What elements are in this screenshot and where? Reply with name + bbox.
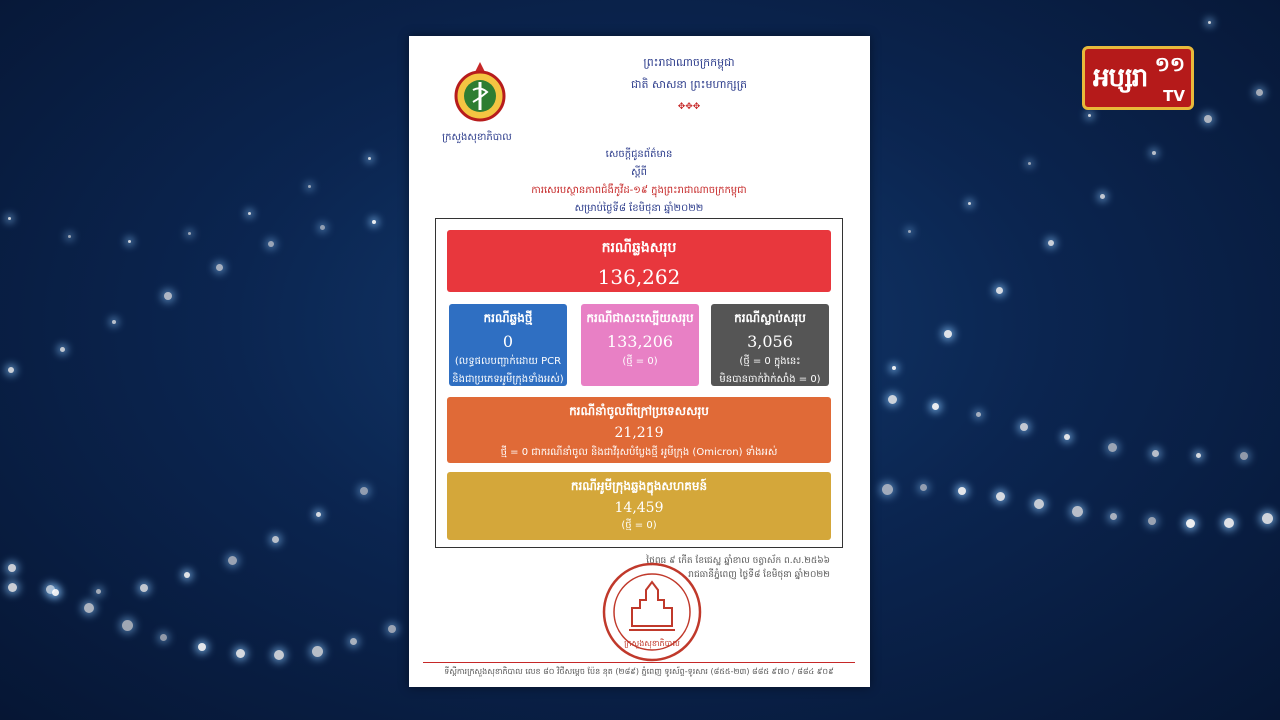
deaths-note-1: (ថ្មី = 0 ក្នុងនេះ bbox=[739, 356, 801, 367]
community-cases-value: 14,459 bbox=[614, 500, 664, 516]
recovered-value: 133,206 bbox=[606, 332, 674, 351]
channel-suffix: TV bbox=[1163, 87, 1185, 105]
bokeh-dot bbox=[976, 412, 981, 417]
bokeh-dot bbox=[8, 217, 11, 220]
bokeh-dot bbox=[1224, 518, 1234, 528]
bokeh-dot bbox=[1064, 434, 1070, 440]
recovered-note: (ថ្មី = 0) bbox=[622, 356, 658, 367]
new-cases-note-1: (លទ្ធផលបញ្ជាក់ដោយ PCR bbox=[454, 356, 562, 367]
new-cases-note-2: និងជាប្រភេទអូមីក្រុងទាំងអស់) bbox=[452, 374, 564, 385]
bokeh-dot bbox=[228, 556, 237, 565]
bokeh-dot bbox=[160, 634, 167, 641]
document-heading bbox=[469, 146, 809, 218]
bokeh-dot bbox=[1100, 194, 1105, 199]
bokeh-dot bbox=[1256, 89, 1263, 96]
bokeh-dot bbox=[944, 330, 952, 338]
bokeh-dot bbox=[908, 230, 911, 233]
bokeh-dot bbox=[388, 625, 396, 633]
new-cases-box bbox=[449, 304, 567, 386]
seal-label: ក្រសួងសុខាភិបាល bbox=[624, 639, 680, 648]
deaths-value: 3,056 bbox=[747, 332, 793, 351]
bokeh-dot bbox=[140, 584, 148, 592]
bokeh-dot bbox=[1152, 450, 1159, 457]
total-cases-label: ករណីឆ្លងសរុប bbox=[601, 240, 677, 256]
bokeh-dot bbox=[968, 202, 971, 205]
bokeh-dot bbox=[1204, 115, 1212, 123]
bokeh-dot bbox=[248, 212, 251, 215]
document-footer: ទីស្ដីការក្រសួងសុខាភិបាល លេខ ៨០ វិថីសម្ដេច ប៉ែន នុត (២៨៩) ភ្នំពេញ ទូរស័ព្ទ-ទូរសារ (៨៥៥-២៣) ៨៨៥ ៩៧០ / ៨៨៤ ៩០៩ bbox=[423, 662, 855, 678]
bokeh-dot bbox=[128, 240, 131, 243]
bokeh-dot bbox=[932, 403, 939, 410]
bokeh-dot bbox=[1020, 423, 1028, 431]
ministry-emblem-icon bbox=[451, 60, 509, 122]
imported-cases-value: 21,219 bbox=[614, 425, 664, 441]
bokeh-dot bbox=[1152, 151, 1156, 155]
bokeh-dot bbox=[958, 487, 966, 495]
bokeh-dot bbox=[60, 347, 65, 352]
bokeh-dot bbox=[68, 235, 71, 238]
bokeh-dot bbox=[236, 649, 245, 658]
community-cases-label: ករណីអូមីក្រុងឆ្លងក្នុងសហគមន៍ bbox=[570, 479, 708, 493]
kingdom-header bbox=[539, 52, 839, 118]
press-release-document bbox=[409, 36, 870, 687]
bokeh-dot bbox=[184, 572, 190, 578]
bokeh-dot bbox=[1208, 21, 1211, 24]
heading-date: សម្រាប់ថ្ងៃទី៨ ខែមិថុនា ឆ្នាំ២០២២ bbox=[574, 203, 704, 214]
bokeh-dot bbox=[188, 232, 191, 235]
bokeh-dot bbox=[1240, 452, 1248, 460]
bokeh-dot bbox=[360, 487, 368, 495]
bokeh-dot bbox=[1148, 517, 1156, 525]
bokeh-dot bbox=[8, 583, 17, 592]
bokeh-dot bbox=[1262, 513, 1273, 524]
bokeh-dot bbox=[122, 620, 133, 631]
bokeh-dot bbox=[372, 220, 376, 224]
imported-cases-note: ថ្មី = 0 ជាករណីនាំចូល និងជាវីរុសបំប្លែងថ្មី អូមីក្រុង (Omicron) ទាំងអស់ bbox=[500, 447, 778, 458]
total-cases-box bbox=[447, 230, 831, 292]
imported-cases-label: ករណីនាំចូលពីក្រៅប្រទេសសរុប bbox=[569, 404, 709, 418]
bokeh-dot bbox=[1028, 162, 1031, 165]
bokeh-dot bbox=[52, 589, 59, 596]
bokeh-dot bbox=[274, 650, 284, 660]
channel-logo bbox=[1082, 46, 1194, 110]
bokeh-dot bbox=[920, 484, 927, 491]
bokeh-dot bbox=[996, 287, 1003, 294]
bokeh-dot bbox=[350, 638, 357, 645]
official-seal-icon bbox=[599, 560, 705, 664]
new-cases-label: ករណីឆ្លងថ្មី bbox=[483, 311, 533, 325]
solar-date: រាជធានីភ្នំពេញ ថ្ងៃទី៨ ខែមិថុនា ឆ្នាំ២០២២ bbox=[688, 570, 830, 580]
bokeh-dot bbox=[96, 589, 101, 594]
deaths-label: ករណីស្លាប់សរុប bbox=[734, 311, 806, 325]
bokeh-dot bbox=[882, 484, 893, 495]
deaths-note-2: មិនបានចាក់វ៉ាក់សាំង = 0) bbox=[719, 374, 821, 385]
bokeh-dot bbox=[198, 643, 206, 651]
channel-brand: អប្សរា bbox=[1093, 63, 1148, 93]
bokeh-dot bbox=[996, 492, 1005, 501]
bokeh-dot bbox=[1034, 499, 1044, 509]
bokeh-dot bbox=[1048, 240, 1054, 246]
bokeh-dot bbox=[1072, 506, 1083, 517]
recovered-label: ករណីជាសះស្បើយសរុប bbox=[586, 311, 694, 325]
bokeh-dot bbox=[268, 241, 274, 247]
heading-subject: ស្ដីពី bbox=[631, 167, 647, 178]
bokeh-dot bbox=[1110, 513, 1117, 520]
bokeh-dot bbox=[888, 395, 897, 404]
bokeh-dot bbox=[368, 157, 371, 160]
kingdom-ornament: ✥✥✥ bbox=[677, 102, 701, 112]
total-cases-value: 136,262 bbox=[597, 265, 681, 289]
bokeh-dot bbox=[316, 512, 321, 517]
bokeh-dot bbox=[272, 536, 279, 543]
bokeh-dot bbox=[8, 367, 14, 373]
ministry-label: ក្រសួងសុខាភិបាល bbox=[442, 132, 512, 143]
bokeh-dot bbox=[312, 646, 323, 657]
bokeh-dot bbox=[1088, 114, 1091, 117]
bokeh-dot bbox=[8, 564, 16, 572]
bokeh-dot bbox=[112, 320, 116, 324]
channel-number: ១១ bbox=[1154, 52, 1185, 76]
bokeh-dot bbox=[320, 225, 325, 230]
bokeh-dot bbox=[308, 185, 311, 188]
deaths-box bbox=[711, 304, 829, 386]
heading-topic: ការសេរបស្ថានភាពជំងឺកូវីដ-១៩ ក្នុងព្រះរាជាណាចក្រកម្ពុជា bbox=[531, 185, 747, 196]
bokeh-dot bbox=[1186, 519, 1195, 528]
bokeh-dot bbox=[216, 264, 223, 271]
community-cases-box bbox=[447, 472, 831, 540]
heading-title: សេចក្ដីជូនព័ត៌មាន bbox=[605, 149, 673, 160]
imported-cases-box bbox=[447, 397, 831, 463]
community-cases-note: (ថ្មី = 0) bbox=[621, 520, 657, 531]
bokeh-dot bbox=[1196, 453, 1201, 458]
new-cases-value: 0 bbox=[502, 332, 514, 351]
kingdom-name: ព្រះរាជាណាចក្រកម្ពុជា bbox=[643, 56, 735, 69]
bokeh-dot bbox=[1108, 443, 1117, 452]
recovered-box bbox=[581, 304, 699, 386]
bokeh-dot bbox=[164, 292, 172, 300]
kingdom-motto: ជាតិ សាសនា ព្រះមហាក្សត្រ bbox=[631, 78, 747, 91]
bokeh-dot bbox=[892, 366, 896, 370]
lunar-date: ថ្ងៃពុធ ៩ កើត ខែជេស្ឋ ឆ្នាំខាល ចត្វាស័ក ព.ស.២៥៦៦ bbox=[646, 556, 830, 566]
bokeh-dot bbox=[84, 603, 94, 613]
